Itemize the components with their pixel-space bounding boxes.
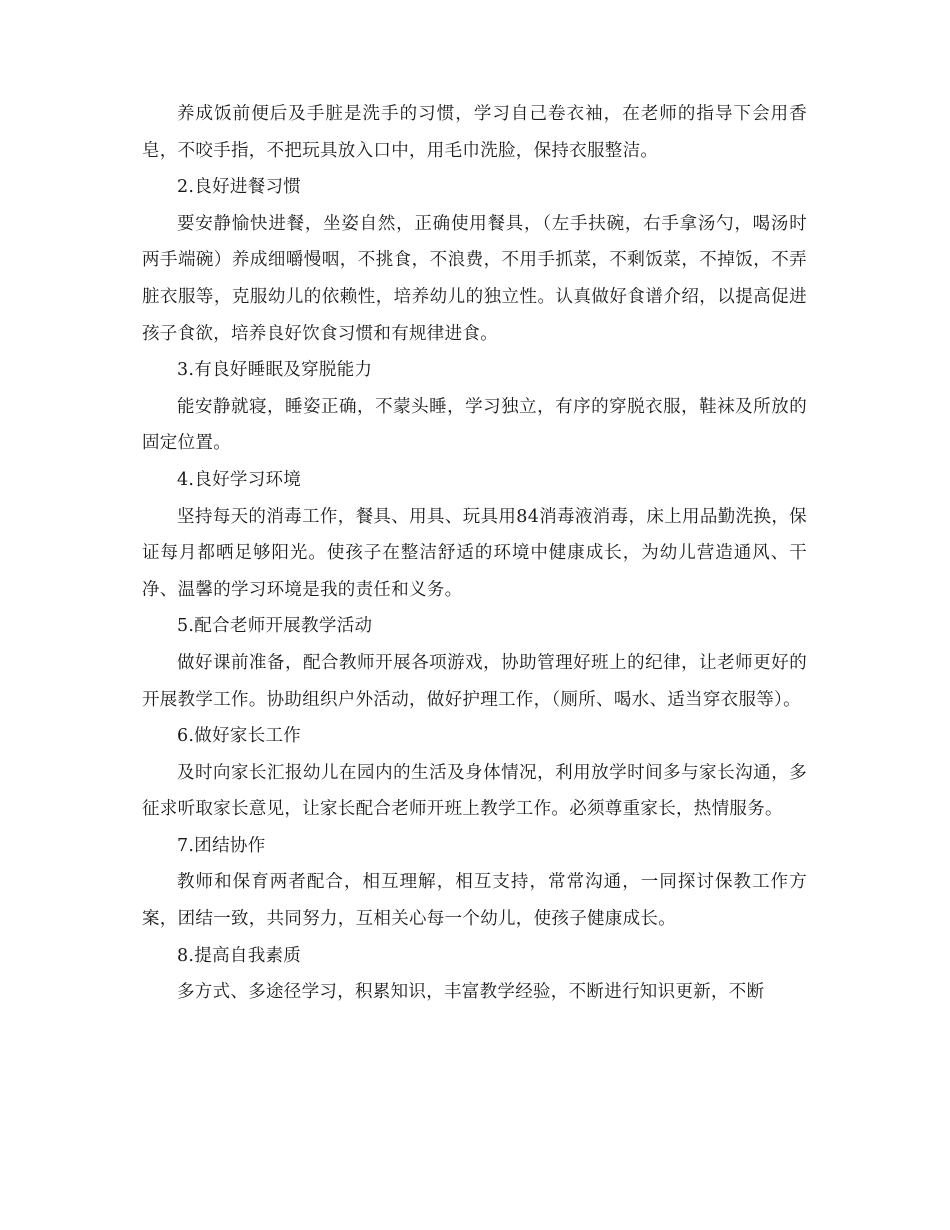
paragraph-learning-environment: 坚持每天的消毒工作，餐具、用具、玩具用84消毒液消毒，床上用品勤洗换，保证每月都晒足够阳光。使孩子在整洁舒适的环境中健康成长，为幼儿营造通风、干净、温馨的学习环境是我的责任和义务。	[142, 506, 807, 600]
heading-parent-work: 6.做好家长工作	[177, 726, 302, 747]
paragraph-teamwork: 教师和保育两者配合，相互理解，相互支持，常常沟通，一同探讨保教工作方案，团结一致，共同努力，互相关心每一个幼儿，使孩子健康成长。	[142, 872, 807, 930]
heading-eating-habits: 2.良好进餐习惯	[177, 177, 302, 198]
heading-teamwork: 7.团结协作	[177, 835, 266, 856]
heading-learning-environment: 4.良好学习环境	[177, 469, 302, 490]
heading-sleep-dressing: 3.有良好睡眠及穿脱能力	[177, 360, 373, 381]
paragraph-eating-habits: 要安静愉快进餐，坐姿自然，正确使用餐具，（左手扶碗，右手拿汤勺，喝汤时两手端碗）养成细嚼慢咽，不挑食，不浪费，不用手抓菜，不剩饭菜，不掉饭，不弄脏衣服等，克服幼儿的依赖性，培养幼儿的独立性。认真做好食谱介绍，以提高促进孩子食欲，培养良好饮食习惯和有规律进食。	[142, 213, 807, 344]
heading-self-improvement: 8.提高自我素质	[177, 945, 302, 966]
heading-teaching-activities: 5.配合老师开展教学活动	[177, 616, 373, 637]
document-body	[142, 96, 807, 1011]
paragraph-self-improvement: 多方式、多途径学习，积累知识，丰富教学经验，不断进行知识更新，不断	[177, 982, 765, 1003]
paragraph-handwashing: 养成饭前便后及手脏是洗手的习惯，学习自己卷衣袖，在老师的指导下会用香皂，不咬手指，不把玩具放入口中，用毛巾洗脸，保持衣服整洁。	[142, 104, 807, 161]
paragraph-teaching-activities: 做好课前准备，配合教师开展各项游戏，协助管理好班上的纪律，让老师更好的开展教学工作。协助组织户外活动，做好护理工作，（厕所、喝水、适当穿衣服等）。	[142, 652, 807, 710]
paragraph-parent-work: 及时向家长汇报幼儿在园内的生活及身体情况，利用放学时间多与家长沟通，多征求听取家长意见，让家长配合老师开班上教学工作。必须尊重家长，热情服务。	[142, 762, 807, 820]
paragraph-sleep-dressing: 能安静就寝，睡姿正确，不蒙头睡，学习独立，有序的穿脱衣服，鞋袜及所放的固定位置。	[142, 396, 807, 454]
